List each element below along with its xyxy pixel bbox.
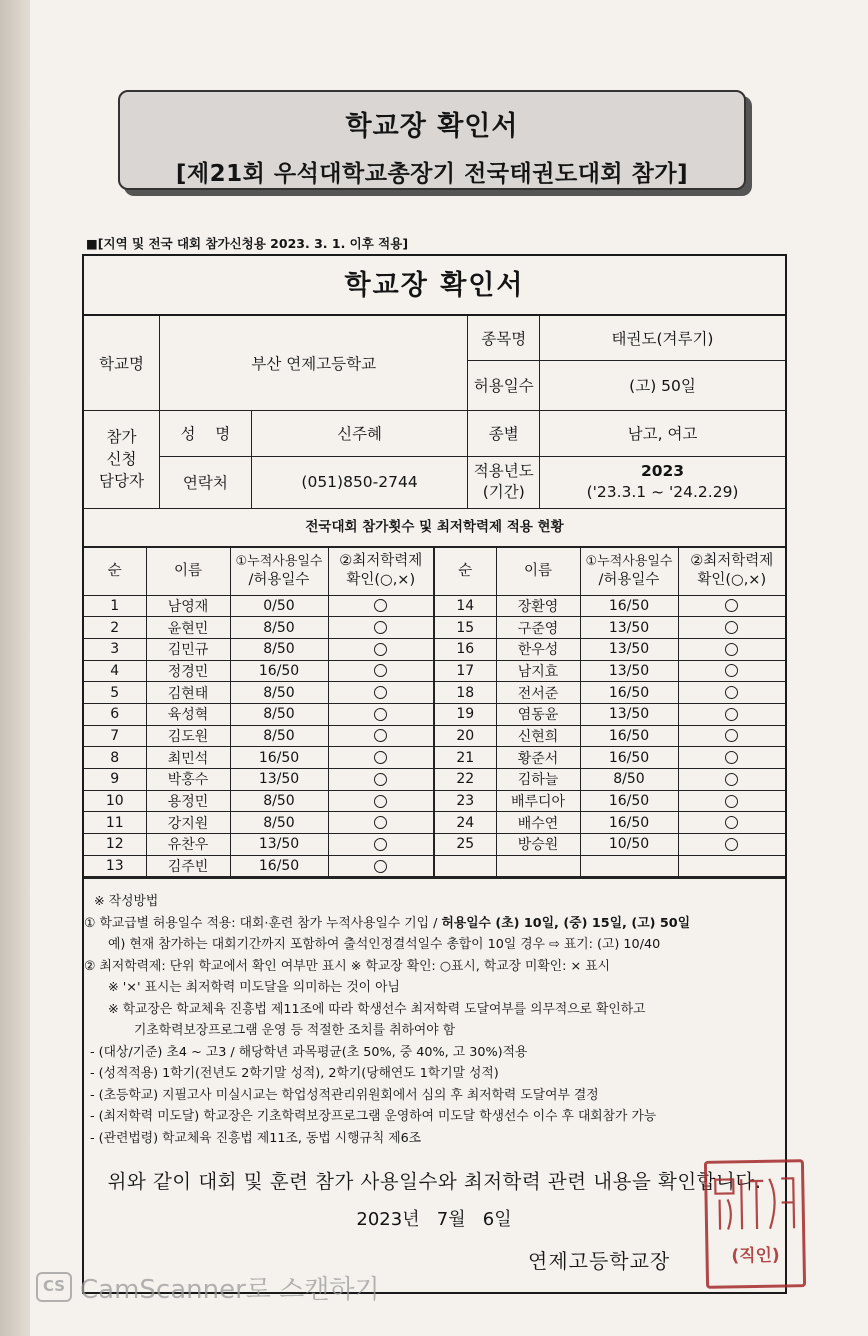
roster-cell-name: 김도원 xyxy=(146,725,230,747)
table-row xyxy=(84,725,785,747)
period-value xyxy=(540,456,785,508)
check-circle-icon xyxy=(374,816,387,829)
roster-cell-no: 21 xyxy=(434,747,496,769)
roster-cell-days: 10/50 xyxy=(580,834,678,856)
roster-cell-days: 8/50 xyxy=(230,725,328,747)
check-circle-icon xyxy=(725,599,738,612)
roster-title: 전국대회 참가횟수 및 최저학력제 적용 현황 xyxy=(84,509,785,547)
roster-cell-days: 8/50 xyxy=(230,617,328,639)
gender-label: 종별 xyxy=(468,410,540,456)
period-label-line1: 적용년도 xyxy=(473,462,534,480)
header-no: 순 xyxy=(434,547,496,595)
roster-cell-no: 11 xyxy=(84,812,146,834)
roster-cell-name: 장환영 xyxy=(496,595,580,617)
roster-cell-check xyxy=(328,834,434,856)
check-circle-icon xyxy=(374,860,387,873)
name-value: 신주혜 xyxy=(251,410,468,456)
check-circle-icon xyxy=(725,643,738,656)
header-days-line2: /허용일수 xyxy=(248,572,310,588)
roster-cell-days: 13/50 xyxy=(230,834,328,856)
notes-line: 기초학력보장프로그램 운영 등 적절한 조치를 취하여야 함 xyxy=(134,1023,456,1039)
roster-cell-check xyxy=(328,660,434,682)
table-row xyxy=(84,769,785,791)
header-days-line1: ①누적사용일수 xyxy=(235,554,323,569)
notes-section xyxy=(84,877,785,1193)
notes-heading: ※ 작성방법 xyxy=(94,894,159,910)
table-row xyxy=(84,812,785,834)
roster-cell-name xyxy=(496,855,580,877)
roster-cell-days: 16/50 xyxy=(230,747,328,769)
form-note: ■[지역 및 전국 대회 참가신청용 2023. 3. 1. 이후 적용] xyxy=(86,236,409,251)
roster-cell-days: 16/50 xyxy=(580,595,678,617)
info-table xyxy=(84,316,785,509)
roster-cell-check xyxy=(678,790,785,812)
roster-cell-days: 13/50 xyxy=(580,638,678,660)
roster-cell-check xyxy=(328,747,434,769)
check-circle-icon xyxy=(725,621,738,634)
roster-cell-no: 13 xyxy=(84,855,146,877)
check-circle-icon xyxy=(374,643,387,656)
check-circle-icon xyxy=(725,664,738,677)
roster-cell-days: 16/50 xyxy=(230,855,328,877)
roster-cell-name: 구준영 xyxy=(496,617,580,639)
watermark-text: CamScanner로 스캔하기 xyxy=(80,1274,380,1305)
roster-cell-no: 18 xyxy=(434,682,496,704)
roster-cell-days: 8/50 xyxy=(580,769,678,791)
roster-cell-days: 8/50 xyxy=(230,682,328,704)
header-banner xyxy=(118,90,746,190)
roster-cell-no: 24 xyxy=(434,812,496,834)
roster-cell-name: 염동윤 xyxy=(496,703,580,725)
school-value: 부산 연제고등학교 xyxy=(160,316,468,410)
roster-cell-check xyxy=(328,703,434,725)
table-row xyxy=(84,660,785,682)
check-circle-icon xyxy=(374,838,387,851)
roster-cell-name: 남영재 xyxy=(146,595,230,617)
roster-body xyxy=(84,595,785,877)
notes-line1-b: 허용일수 (초) 10일, (중) 15일, (고) 50일 xyxy=(441,915,691,931)
roster-cell-no: 20 xyxy=(434,725,496,747)
roster-cell-no: 4 xyxy=(84,660,146,682)
roster-cell-days: 13/50 xyxy=(580,703,678,725)
roster-cell-no: 8 xyxy=(84,747,146,769)
roster-cell-check xyxy=(678,769,785,791)
header-days-line2: /허용일수 xyxy=(598,572,660,588)
roster-cell-name: 최민석 xyxy=(146,747,230,769)
roster-cell-name: 전서준 xyxy=(496,682,580,704)
roster-cell-check xyxy=(328,682,434,704)
roster-cell-check xyxy=(678,682,785,704)
roster-cell-days: 16/50 xyxy=(580,747,678,769)
roster-cell-no: 14 xyxy=(434,595,496,617)
check-circle-icon xyxy=(374,729,387,742)
header-academic-line2: 확인(○,×) xyxy=(346,572,416,588)
roster-cell-no: 1 xyxy=(84,595,146,617)
roster-cell-days: 8/50 xyxy=(230,812,328,834)
roster-cell-name: 남지효 xyxy=(496,660,580,682)
roster-cell-days: 16/50 xyxy=(580,682,678,704)
roster-cell-name: 박홍수 xyxy=(146,769,230,791)
roster-cell-check xyxy=(678,834,785,856)
roster-cell-check xyxy=(328,812,434,834)
header-academic-line1: ②최저학력제 xyxy=(690,553,774,569)
header-days xyxy=(580,547,678,595)
roster-cell-check xyxy=(678,855,785,877)
period-range: ('23.3.1 ~ '24.2.29) xyxy=(586,483,739,501)
check-circle-icon xyxy=(374,708,387,721)
header-academic xyxy=(678,547,785,595)
period-label-line2: (기간) xyxy=(482,483,525,501)
roster-cell-days: 8/50 xyxy=(230,703,328,725)
roster-cell-name: 강지원 xyxy=(146,812,230,834)
roster-cell-no: 17 xyxy=(434,660,496,682)
roster-cell-no: 19 xyxy=(434,703,496,725)
roster-cell-check xyxy=(328,769,434,791)
roster-cell-check xyxy=(678,725,785,747)
roster-cell-check xyxy=(678,747,785,769)
roster-cell-check xyxy=(678,812,785,834)
check-circle-icon xyxy=(725,686,738,699)
roster-cell-no: 22 xyxy=(434,769,496,791)
roster-cell-check xyxy=(328,790,434,812)
table-row xyxy=(84,638,785,660)
event-label: 종목명 xyxy=(468,316,540,360)
contact-label: 연락처 xyxy=(160,456,252,508)
notes-line: - (대상/기준) 초4 ~ 고3 / 해당학년 과목평균(초 50%, 중 40%, 고 30%)적용 xyxy=(90,1044,528,1060)
roster-cell-days: 8/50 xyxy=(230,790,328,812)
allowed-days-label: 허용일수 xyxy=(468,360,540,410)
roster-cell-name: 김주빈 xyxy=(146,855,230,877)
event-value: 태권도(겨루기) xyxy=(540,316,785,360)
table-row xyxy=(84,595,785,617)
roster-cell-no: 12 xyxy=(84,834,146,856)
roster-cell-days: 13/50 xyxy=(580,617,678,639)
header-name: 이름 xyxy=(146,547,230,595)
check-circle-icon xyxy=(374,795,387,808)
header-name: 이름 xyxy=(496,547,580,595)
roster-cell-check xyxy=(328,595,434,617)
roster-cell-no: 23 xyxy=(434,790,496,812)
roster-cell-check xyxy=(678,617,785,639)
header-days xyxy=(230,547,328,595)
roster-cell-name: 배루디아 xyxy=(496,790,580,812)
table-row xyxy=(84,855,785,877)
roster-cell-name: 유찬우 xyxy=(146,834,230,856)
table-row xyxy=(84,617,785,639)
allowed-days-value: (고) 50일 xyxy=(540,360,785,410)
check-circle-icon xyxy=(374,599,387,612)
roster-cell-name: 육성혁 xyxy=(146,703,230,725)
roster-cell-name: 정경민 xyxy=(146,660,230,682)
roster-cell-days: 16/50 xyxy=(580,725,678,747)
check-circle-icon xyxy=(374,686,387,699)
roster-cell-check xyxy=(328,725,434,747)
roster-cell-no: 7 xyxy=(84,725,146,747)
check-circle-icon xyxy=(725,751,738,764)
notes-line: - (최저학력 미도달) 학교장은 기초학력보장프로그램 운영하여 미도달 학생선수 이수 후 대회참가 가능 xyxy=(90,1109,657,1125)
page-edge-shadow xyxy=(0,0,32,1336)
camscanner-watermark xyxy=(36,1270,380,1304)
roster-cell-no xyxy=(434,855,496,877)
roster-cell-check xyxy=(678,638,785,660)
roster-cell-name: 용정민 xyxy=(146,790,230,812)
notes-line: - (성적적용) 1학기(전년도 2학기말 성적), 2학기(당해연도 1학기말 성적) xyxy=(90,1066,499,1082)
roster-cell-name: 한우성 xyxy=(496,638,580,660)
notes-line: ※ 학교장은 학교체육 진흥법 제11조에 따라 학생선수 최저학력 도달여부를 의무적으로 확인하고 xyxy=(108,1001,646,1017)
table-row xyxy=(84,790,785,812)
roster-cell-no: 25 xyxy=(434,834,496,856)
contact-value: (051)850-2744 xyxy=(251,456,468,508)
confirmation-form xyxy=(82,254,787,1294)
applicant-label-line2: 신청 xyxy=(106,450,137,468)
notes-line: - (관련법령) 학교체육 진흥법 제11조, 동법 시행규칙 제6조 xyxy=(90,1130,422,1146)
seal-pattern-icon xyxy=(709,1172,800,1236)
roster-cell-name: 황준서 xyxy=(496,747,580,769)
roster-cell-no: 9 xyxy=(84,769,146,791)
camscanner-logo-icon: CS xyxy=(36,1272,72,1302)
notes-line: 예) 현재 참가하는 대회기간까지 포함하여 출석인정결석일수 총합이 10일 경우 ⇨ 표기: (고) 10/40 xyxy=(108,937,661,953)
table-row xyxy=(84,682,785,704)
applicant-label-line3: 담당자 xyxy=(99,472,144,490)
notes-line: - (초등학교) 지필고사 미실시교는 학업성적관리위원회에서 심의 후 최저학력 도달여부 결정 xyxy=(90,1087,599,1103)
roster-cell-days: 16/50 xyxy=(580,790,678,812)
check-circle-icon xyxy=(725,773,738,786)
roster-cell-no: 16 xyxy=(434,638,496,660)
header-days-line1: ①누적사용일수 xyxy=(585,554,673,569)
roster-cell-no: 5 xyxy=(84,682,146,704)
roster-cell-days xyxy=(580,855,678,877)
confirm-statement: 위와 같이 대회 및 훈련 참가 사용일수와 최저학력 관련 내용을 확인합니다. xyxy=(107,1170,762,1194)
check-circle-icon xyxy=(725,816,738,829)
header-academic xyxy=(328,547,434,595)
roster-cell-no: 6 xyxy=(84,703,146,725)
roster-cell-no: 2 xyxy=(84,617,146,639)
roster-cell-name: 신현희 xyxy=(496,725,580,747)
applicant-label xyxy=(84,410,160,508)
roster-cell-name: 김현태 xyxy=(146,682,230,704)
roster-cell-check xyxy=(328,638,434,660)
roster-cell-check xyxy=(328,617,434,639)
table-row xyxy=(84,703,785,725)
roster-cell-days: 13/50 xyxy=(580,660,678,682)
period-year: 2023 xyxy=(640,462,685,480)
school-label: 학교명 xyxy=(84,316,160,410)
check-circle-icon xyxy=(374,621,387,634)
table-row xyxy=(84,747,785,769)
roster-cell-days: 16/50 xyxy=(230,660,328,682)
notes-line: ※ '×' 표시는 최저학력 미도달을 의미하는 것이 아님 xyxy=(108,980,400,996)
header-academic-line1: ②최저학력제 xyxy=(339,553,423,569)
roster-cell-no: 3 xyxy=(84,638,146,660)
roster-cell-days: 8/50 xyxy=(230,638,328,660)
banner-title: 학교장 확인서 xyxy=(345,111,519,142)
notes-line1-a: ① 학교급별 허용일수 적용: 대회·훈련 참가 누적사용일수 기입 / xyxy=(84,915,442,931)
name-label: 성 명 xyxy=(160,410,252,456)
roster-cell-days: 13/50 xyxy=(230,769,328,791)
roster-cell-days: 0/50 xyxy=(230,595,328,617)
roster-cell-name: 김하늘 xyxy=(496,769,580,791)
principal-name: 연제고등학교장 xyxy=(528,1249,671,1273)
header-no: 순 xyxy=(84,547,146,595)
gender-value: 남고, 여고 xyxy=(540,410,785,456)
applicant-label-line1: 참가 xyxy=(106,428,137,446)
check-circle-icon xyxy=(374,773,387,786)
roster-cell-name: 윤현민 xyxy=(146,617,230,639)
form-title: 학교장 확인서 xyxy=(84,256,785,316)
roster-cell-check xyxy=(678,595,785,617)
period-label xyxy=(468,456,540,508)
document-date: 2023년 7월 6일 xyxy=(356,1209,512,1230)
roster-cell-name: 김민규 xyxy=(146,638,230,660)
roster-cell-check xyxy=(678,703,785,725)
check-circle-icon xyxy=(725,838,738,851)
roster-cell-check xyxy=(678,660,785,682)
roster-cell-no: 10 xyxy=(84,790,146,812)
roster-cell-check xyxy=(328,855,434,877)
check-circle-icon xyxy=(374,751,387,764)
seal-text: (직인) xyxy=(731,1245,780,1267)
header-academic-line2: 확인(○,×) xyxy=(697,572,767,588)
check-circle-icon xyxy=(374,664,387,677)
roster-cell-name: 방승원 xyxy=(496,834,580,856)
roster-table xyxy=(84,547,785,878)
check-circle-icon xyxy=(725,708,738,721)
table-row xyxy=(84,834,785,856)
notes-line: ② 최저학력제: 단위 학교에서 확인 여부만 표시 ※ 학교장 확인: ○표시, 학교장 미확인: × 표시 xyxy=(84,958,610,974)
banner-subtitle: [제21회 우석대학교총장기 전국태권도대회 참가] xyxy=(175,161,689,187)
roster-cell-days: 16/50 xyxy=(580,812,678,834)
notes-line xyxy=(84,913,785,935)
check-circle-icon xyxy=(725,729,738,742)
official-seal xyxy=(704,1159,806,1289)
check-circle-icon xyxy=(725,795,738,808)
roster-cell-name: 배수연 xyxy=(496,812,580,834)
roster-cell-no: 15 xyxy=(434,617,496,639)
